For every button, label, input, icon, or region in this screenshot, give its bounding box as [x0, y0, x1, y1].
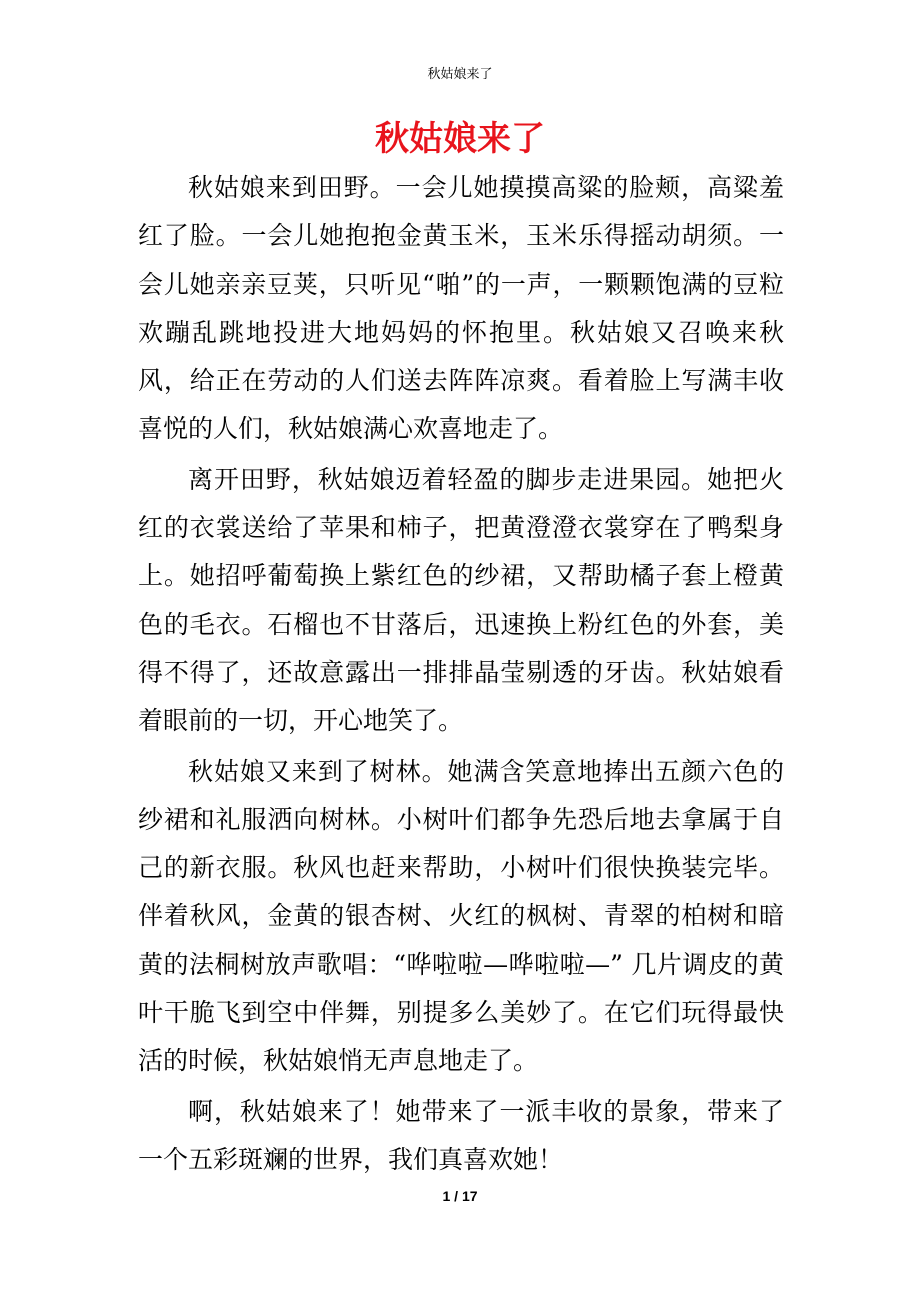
page-number: 1 / 17	[442, 1188, 478, 1204]
paragraph-3: 秋姑娘又来到了树林。她满含笑意地捧出五颜六色的纱裙和礼服洒向树林。小树叶们都争先恐后地去拿属于自己的新衣服。秋风也赶来帮助，小树叶们很快换装完毕。伴着秋风，金黄的银杏树、火红的枫树、青翠的柏树和暗黄的法桐树放声歌唱：“哗啦啦—哗啦啦—” 几片调皮的黄叶干脆飞到空中伴舞，别提多么美妙了。在它们玩得最快活的时候，秋姑娘悄无声息地走了。	[138, 756, 784, 1076]
running-header: 秋姑娘来了	[427, 67, 493, 82]
paragraph-1: 秋姑娘来到田野。一会儿她摸摸高粱的脸颊，高粱羞红了脸。一会儿她抱抱金黄玉米，玉米乐得摇动胡须。一会儿她亲亲豆荚，只听见“啪”的一声，一颗颗饱满的豆粒欢蹦乱跳地投进大地妈妈的怀抱里。秋姑娘又召唤来秋风，给正在劳动的人们送去阵阵凉爽。看着脸上写满丰收喜悦的人们，秋姑娘满心欢喜地走了。	[138, 173, 784, 444]
paragraph-4: 啊，秋姑娘来了！她带来了一派丰收的景象，带来了一个五彩斑斓的世界，我们真喜欢她！	[138, 1096, 784, 1174]
document-body	[138, 164, 784, 1186]
document-title: 秋姑娘来了	[375, 119, 545, 159]
paragraph-2: 离开田野，秋姑娘迈着轻盈的脚步走进果园。她把火红的衣裳送给了苹果和柿子，把黄澄澄衣裳穿在了鸭梨身上。她招呼葡萄换上紫红色的纱裙，又帮助橘子套上橙黄色的毛衣。石榴也不甘落后，迅速换上粉红色的外套，美得不得了，还故意露出一排排晶莹剔透的牙齿。秋姑娘看着眼前的一切，开心地笑了。	[138, 464, 784, 736]
